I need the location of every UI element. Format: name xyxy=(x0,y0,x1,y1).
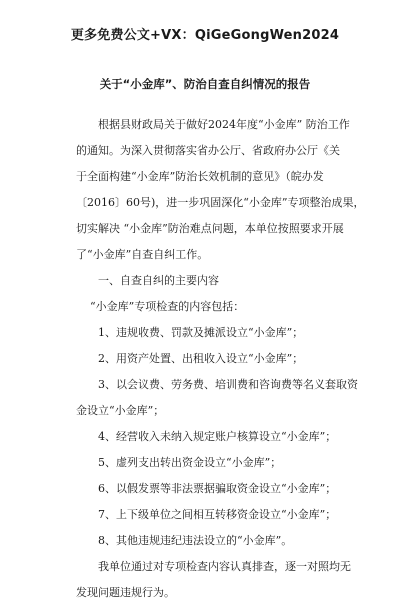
list-item: 4、经营收入未纳入规定账户核算设立“小金库”； xyxy=(98,430,337,443)
paragraph-line: “小金库”专项检查的内容包括： xyxy=(90,300,245,313)
section-heading: 一、自查自纠的主要内容 xyxy=(98,274,219,287)
paragraph-line: 切实解决 “小金库”防治难点问题，本单位按照要求开展 xyxy=(76,222,344,235)
paragraph-line: 于全面构建“小金库”防治长效机制的意见》（皖办发 xyxy=(76,170,324,183)
document-title: 关于“小金库”、防治自查自纠情况的报告 xyxy=(99,77,311,91)
list-item: 7、上下级单位之间相互转移资金设立“小金库”； xyxy=(98,508,337,521)
list-item: 6、以假发票等非法票据骗取资金设立“小金库”； xyxy=(98,482,337,495)
paragraph-line: 我单位通过对专项检查内容认真排查，逐一对照均无 xyxy=(98,560,351,573)
list-item: 3、以会议费、劳务费、培训费和咨询费等名义套取资 xyxy=(98,378,358,391)
list-item: 5、虚列支出转出资金设立“小金库”； xyxy=(98,456,282,469)
paragraph-line: 〔2016〕60号)，进一步巩固深化“小金库”专项整治成果， xyxy=(76,196,365,209)
list-item: 8、其他违规违纪违法设立的“小金库”。 xyxy=(98,534,293,547)
paragraph-line: 根据县财政局关于做好2024年度“小金库” 防治工作 xyxy=(98,118,350,131)
list-item-continuation: 金设立“小金库”； xyxy=(76,404,165,417)
list-item: 2、用资产处置、出租收入设立“小金库”； xyxy=(98,352,304,365)
list-item: 1、违规收费、罚款及摊派设立“小金库”； xyxy=(98,326,304,339)
paragraph-line: 了“小金库”自查自纠工作。 xyxy=(76,248,209,261)
paragraph-line: 发现问题违规行为。 xyxy=(76,586,175,599)
paragraph-line: 的通知。为深入贯彻落实省办公厅、省政府办公厅《关 xyxy=(76,144,340,157)
header-watermark: 更多免费公文+VX：QiGeGongWen2024 xyxy=(70,28,340,43)
document-body xyxy=(76,112,365,606)
